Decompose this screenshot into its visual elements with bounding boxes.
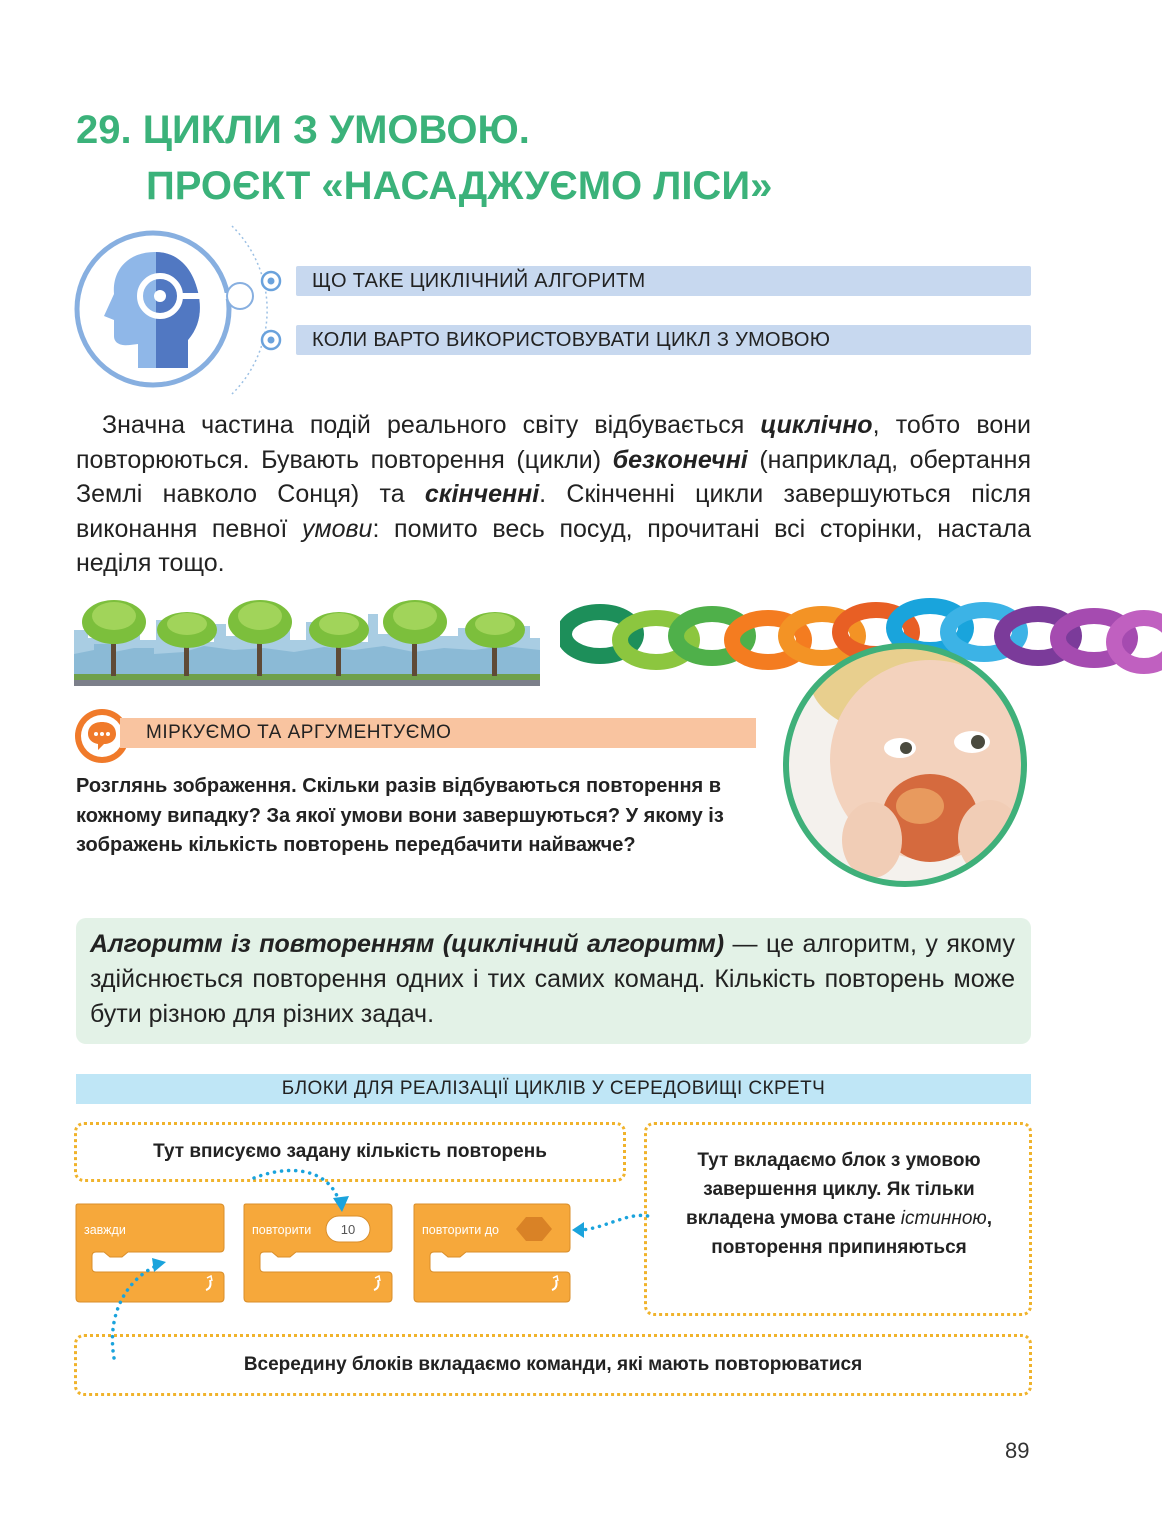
definition-text: Алгоритм із повторенням (циклічний алгоритм) — це алгоритм, у якому здійснюється повторення одних і тих самих команд. Кількість повторень може бути різною для різних задач. [90,930,1015,1028]
note-count-text: Тут вписуємо задану кількість повторень [153,1141,547,1162]
discuss-header: МІРКУЄМО ТА АРГУМЕНТУЄМО [120,718,756,748]
head-gear-icon [70,222,300,402]
discuss-text: Розглянь зображення. Скільки разів відбуваються повторення в кожному випадку? За якої умови вони завершуються? У якому із зображень кількість повторень передбачити найважче? [76,775,724,856]
child-eating-apple-photo [780,640,1030,890]
note-condition-text: Тут вкладаємо блок з умовою завершення циклу. Як тільки вкладена умова стане істинною, повторення припиняються [686,1150,992,1258]
block-repeat-value: 10 [340,1222,356,1237]
page-number: 89 [1005,1438,1030,1463]
objective-1: ЩО ТАКЕ ЦИКЛІЧНИЙ АЛГОРИТМ [296,266,1031,296]
note-inside-text: Всередину блоків вкладаємо команди, які мають повторюватися [243,1354,863,1375]
term-finite: скінченні [424,480,540,508]
block-repeat-until-label: повторити до [422,1223,499,1237]
page-title-line-2: ПРОЄКТ «НАСАДЖУЄМО ЛІСИ» [146,164,773,208]
block-repeat-until [414,1204,570,1302]
block-repeat-label: повторити [252,1223,312,1237]
objective-2: КОЛИ ВАРТО ВИКОРИСТОВУВАТИ ЦИКЛ З УМОВОЮ [296,325,1031,355]
block-forever [76,1204,224,1302]
block-forever-label: завжди [84,1223,126,1237]
intro-paragraph: Значна частина подій реального світу відбувається циклічно, тобто вони повторюються. Бувають повторення (цикли) безконечні (наприклад, обертання Землі навколо Сонця) та скінченні. Скінченні цикли завершуються після виконання певної умови: помито весь посуд, прочитані всі сторінки, настала неділя тощо. [76,411,1031,577]
page-title-line-1: 29. ЦИКЛИ З УМОВОЮ. [76,108,530,152]
definition-term: Алгоритм із повторенням (циклічний алгоритм) [90,930,725,958]
scratch-blocks [70,1160,650,1360]
term-condition: умови [301,514,373,543]
block-repeat [244,1204,392,1302]
blocks-header: БЛОКИ ДЛЯ РЕАЛІЗАЦІЇ ЦИКЛІВ У СЕРЕДОВИЩІ СКРЕТЧ [76,1074,1031,1104]
trees-illustration [74,592,540,686]
term-infinite: безконечні [612,445,748,474]
term-cyclic: циклічно [760,411,873,439]
